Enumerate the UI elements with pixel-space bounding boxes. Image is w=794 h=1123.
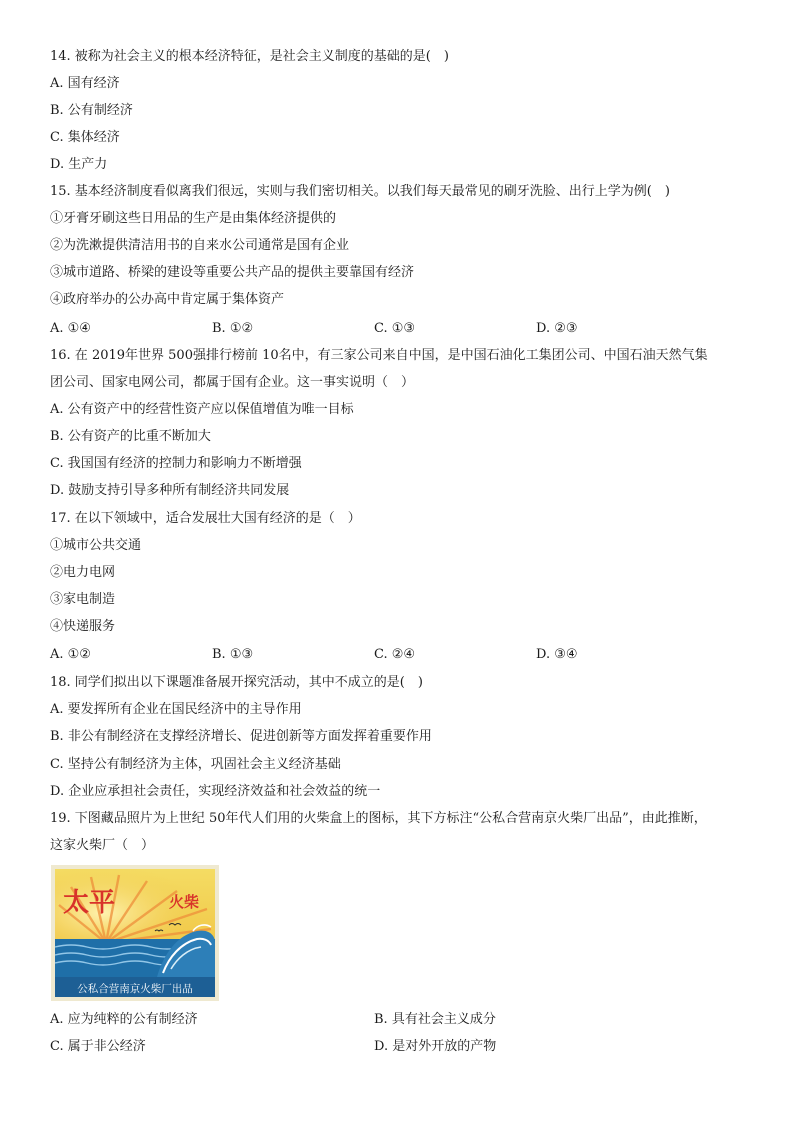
q15-option-d: D. ②③ bbox=[536, 321, 578, 336]
q15-item-3: ③城市道路、桥梁的建设等重要公共产品的提供主要靠国有经济 bbox=[50, 265, 415, 280]
q19-stem-line2: 这家火柴厂（ ） bbox=[50, 838, 155, 853]
q17-item-2: ②电力电网 bbox=[50, 565, 116, 580]
matchbox-label-image bbox=[51, 865, 219, 1001]
q14-option-b: B. 公有制经济 bbox=[50, 103, 133, 118]
q17-option-d: D. ③④ bbox=[536, 647, 578, 662]
q15-item-4: ④政府举办的公办高中肯定属于集体资产 bbox=[50, 292, 285, 307]
q16-stem-line1: 16. 在 2019年世界 500强排行榜前 10名中，有三家公司来自中国，是中国石油化工集团公司、中国石油天然气集 bbox=[50, 348, 708, 363]
q17-option-a: A. ①② bbox=[50, 647, 91, 662]
q19-stem-line1: 19. 下图藏品照片为上世纪 50年代人们用的火柴盒上的图标，其下方标注“公私合营南京火柴厂出品”，由此推断， bbox=[50, 811, 707, 826]
q17-item-1: ①城市公共交通 bbox=[50, 538, 142, 553]
q18-option-c: C. 坚持公有制经济为主体，巩固社会主义经济基础 bbox=[50, 757, 341, 772]
q15-option-a: A. ①④ bbox=[50, 321, 91, 336]
q17-option-b: B. ①③ bbox=[212, 647, 254, 662]
q19-option-d: D. 是对外开放的产物 bbox=[374, 1039, 497, 1054]
q15-option-b: B. ①② bbox=[212, 321, 254, 336]
q18-option-a: A. 要发挥所有企业在国民经济中的主导作用 bbox=[50, 702, 302, 717]
q15-option-c: C. ①③ bbox=[374, 321, 416, 336]
q14-option-a: A. 国有经济 bbox=[50, 76, 120, 91]
q16-stem-line2: 团公司、国家电网公司，都属于国有企业。这一事实说明（ ） bbox=[50, 375, 415, 390]
q14-option-d: D. 生产力 bbox=[50, 157, 108, 172]
q14-option-c: C. 集体经济 bbox=[50, 130, 120, 145]
q15-stem: 15. 基本经济制度看似离我们很远，实则与我们密切相关。以我们每天最常见的刷牙洗脸、出行上学为例( ) bbox=[50, 184, 670, 199]
q16-option-c: C. 我国国有经济的控制力和影响力不断增强 bbox=[50, 456, 302, 471]
q17-item-4: ④快递服务 bbox=[50, 619, 116, 634]
q16-option-d: D. 鼓励支持引导多种所有制经济共同发展 bbox=[50, 483, 290, 498]
q19-option-a: A. 应为纯粹的公有制经济 bbox=[50, 1012, 198, 1027]
q17-stem: 17. 在以下领域中，适合发展壮大国有经济的是（ ） bbox=[50, 511, 361, 526]
label-product: 火柴 bbox=[169, 893, 200, 911]
q19-option-b: B. 具有社会主义成分 bbox=[374, 1012, 496, 1027]
q15-item-2: ②为洗漱提供清洁用书的自来水公司通常是国有企业 bbox=[50, 238, 350, 253]
q16-option-b: B. 公有资产的比重不断加大 bbox=[50, 429, 211, 444]
q18-option-d: D. 企业应承担社会责任，实现经济效益和社会效益的统一 bbox=[50, 784, 381, 799]
q17-option-c: C. ②④ bbox=[374, 647, 416, 662]
q16-option-a: A. 公有资产中的经营性资产应以保值增值为唯一目标 bbox=[50, 402, 354, 417]
label-brand: 太平 bbox=[63, 888, 116, 918]
q14-stem: 14. 被称为社会主义的根本经济特征，是社会主义制度的基础的是( ) bbox=[50, 49, 449, 64]
q19-option-c: C. 属于非公经济 bbox=[50, 1039, 146, 1054]
q18-stem: 18. 同学们拟出以下课题准备展开探究活动，其中不成立的是( ) bbox=[50, 675, 423, 690]
q15-item-1: ①牙膏牙刷这些日用品的生产是由集体经济提供的 bbox=[50, 211, 337, 226]
q18-option-b: B. 非公有制经济在支撑经济增长、促进创新等方面发挥着重要作用 bbox=[50, 729, 432, 744]
label-maker: 公私合营南京火柴厂出品 bbox=[77, 983, 193, 995]
q17-item-3: ③家电制造 bbox=[50, 592, 116, 607]
